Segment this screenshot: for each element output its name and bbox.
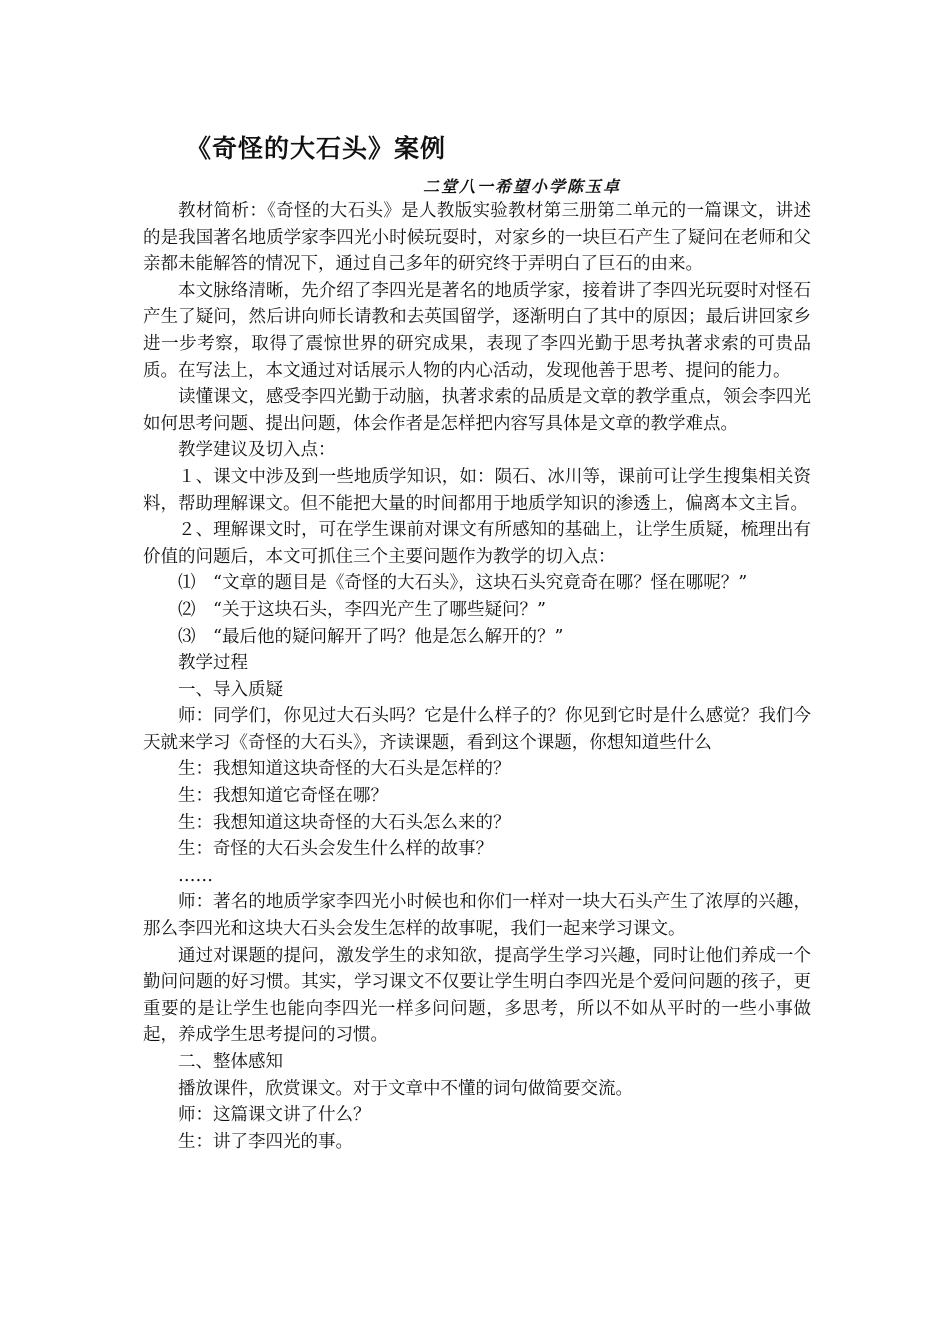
dialogue-student-3: 生：我想知道这块奇怪的大石头怎么来的？ bbox=[178, 812, 511, 833]
ellipsis-line: …… bbox=[178, 865, 213, 886]
question-item-3: ⑶ “最后他的疑问解开了吗？他是怎么解开的？” bbox=[178, 626, 564, 647]
dialogue-teacher-3: 师：这篇课文讲了什么？ bbox=[178, 1105, 371, 1126]
suggestion-item-1: １、课文中涉及到一些地质学知识，如：陨石、冰川等，课前可让学生搜集相关资料，帮助理解课文。但不能把大量的时间都用于地质学知识的渗透上，偏离本文主旨。 bbox=[143, 466, 811, 514]
subheading-intro-questions: 一、导入质疑 bbox=[178, 679, 283, 700]
author-byline: 二堂八一希望小学陈玉卓 bbox=[423, 177, 622, 196]
section-heading-suggestions: 教学建议及切入点： bbox=[178, 440, 336, 461]
section-heading-process: 教学过程 bbox=[178, 653, 248, 674]
dialogue-student-4: 生：奇怪的大石头会发生什么样的故事？ bbox=[178, 839, 493, 860]
dialogue-student-1: 生：我想知道这块奇怪的大石头是怎样的？ bbox=[178, 759, 511, 780]
document-body bbox=[143, 198, 811, 1155]
dialogue-student-2: 生：我想知道它奇怪在哪？ bbox=[178, 786, 388, 807]
dialogue-student-5: 生：讲了李四光的事。 bbox=[178, 1131, 353, 1152]
paragraph-courseware: 播放课件，欣赏课文。对于文章中不懂的词句做简要交流。 bbox=[178, 1078, 633, 1099]
paragraph-intro: 教材简析：《奇怪的大石头》是人教版实验教材第三册第二单元的一篇课文，讲述的是我国著名地质学家李四光小时候玩耍时，对家乡的一块巨石产生了疑问在老师和父亲都未能解答的情况下，通过自己多年的研究终于弄明白了巨石的由来。 bbox=[143, 201, 811, 275]
dialogue-teacher-1: 师：同学们，你见过大石头吗？它是什么样子的？你见到它时是什么感觉？我们今天就来学习《奇怪的大石头》，齐读课题，看到这个课题，你想知道些什么 bbox=[143, 706, 811, 753]
suggestion-item-2: ２、理解课文时，可在学生课前对课文有所感知的基础上，让学生质疑，梳理出有价值的问题后，本文可抓住三个主要问题作为教学的切入点： bbox=[143, 520, 811, 567]
question-item-2: ⑵ “关于这块石头，李四光产生了哪些疑问？” bbox=[178, 599, 546, 620]
paragraph-reflection: 通过对课题的提问，激发学生的求知欲，提高学生学习兴趣，同时让他们养成一个勤问问题的好习惯。其实，学习课文不仅要让学生明白李四光是个爱问问题的孩子，更重要的是让学生也能向李四光一样多问问题，多思考，所以不如从平时的一些小事做起，养成学生思考提问的习惯。 bbox=[143, 945, 811, 1046]
paragraph-structure: 本文脉络清晰，先介绍了李四光是著名的地质学家，接着讲了李四光玩耍时对怪石产生了疑问，然后讲向师长请教和去英国留学，逐渐明白了其中的原因；最后讲回家乡进一步考察，取得了震惊世界的研究成果，表现了李四光勤于思考执著求索的可贵品质。在写法上，本文通过对话展示人物的内心活动，发现他善于思考、提问的能力。 bbox=[143, 280, 811, 381]
document-title: 《奇怪的大石头》案例 bbox=[186, 134, 447, 163]
dialogue-teacher-2: 师：著名的地质学家李四光小时候也和你们一样对一块大石头产生了浓厚的兴趣，那么李四光和这块大石头会发生怎样的故事呢，我们一起来学习课文。 bbox=[143, 892, 811, 940]
paragraph-key-points: 读懂课文，感受李四光勤于动脑，执著求索的品质是文章的教学重点，领会李四光如何思考问题、提出问题，体会作者是怎样把内容写具体是文章的教学难点。 bbox=[143, 387, 811, 434]
question-item-1: ⑴ “文章的题目是《奇怪的大石头》，这块石头究竟奇在哪？怪在哪呢？” bbox=[178, 573, 748, 594]
subheading-overall-perception: 二、整体感知 bbox=[178, 1052, 283, 1072]
